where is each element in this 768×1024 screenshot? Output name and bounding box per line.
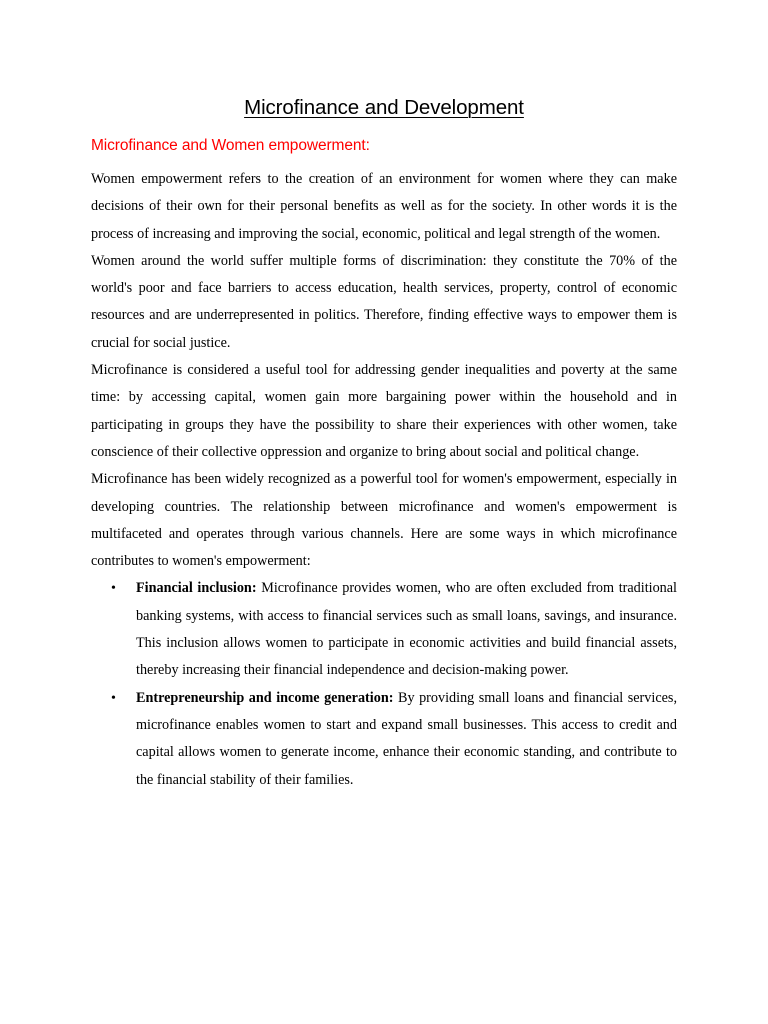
paragraph-definition: Women empowerment refers to the creation of an environment for women where they can make decisions of their own for their personal benefits as well as for the society. In other words it is the process of increasing and improving the social, economic, political and legal strength of the women.: [91, 171, 677, 242]
paragraph-useful-tool: Microfinance is considered a useful tool for addressing gender inequalities and poverty at the same time: by accessing capital, women gain more bargaining power within the household and in participating in groups they have the possibility to share their experiences with other women, take conscience of their collective oppression and organize to bring about social and political change.: [91, 362, 677, 460]
bullet-item-financial-inclusion: [91, 575, 677, 684]
document-title: Microfinance and Development: [244, 96, 524, 119]
bullet-text: Microfinance provides women, who are often excluded from traditional banking systems, with access to financial services such as small loans, savings, and insurance. This inclusion allows women to participate in economic activities and build financial assets, thereby increasing their financial independence and decision-making power.: [136, 580, 678, 679]
document-page: [91, 94, 677, 794]
bullet-text: By providing small loans and financial services, microfinance enables women to start and expand small businesses. This access to credit and capital allows women to generate income, enhance their economic standing, and contribute to the financial stability of their families.: [136, 689, 677, 788]
section-heading: Microfinance and Women empowerment:: [91, 137, 370, 154]
bullet-dot-icon: •: [111, 581, 116, 597]
bullet-item-entrepreneurship: [91, 685, 677, 794]
bullet-term: Financial inclusion:: [136, 580, 257, 597]
bullet-dot-icon: •: [111, 690, 116, 706]
paragraph-discrimination: Women around the world suffer multiple forms of discrimination: they constitute the 70% of the world's poor and face barriers to access education, health services, property, control of economic resources and are underrepresented in politics. Therefore, finding effective ways to empower them is crucial for social justice.: [91, 252, 677, 351]
bullet-list: [91, 575, 677, 793]
body-text: [91, 166, 677, 794]
paragraph-recognized-tool: Microfinance has been widely recognized as a powerful tool for women's empowerment, especially in developing countries. The relationship between microfinance and women's empowerment is multifaceted and operates through various channels. Here are some ways in which microfinance contributes to women's empowerment:: [91, 471, 677, 570]
bullet-term: Entrepreneurship and income generation:: [136, 689, 394, 706]
